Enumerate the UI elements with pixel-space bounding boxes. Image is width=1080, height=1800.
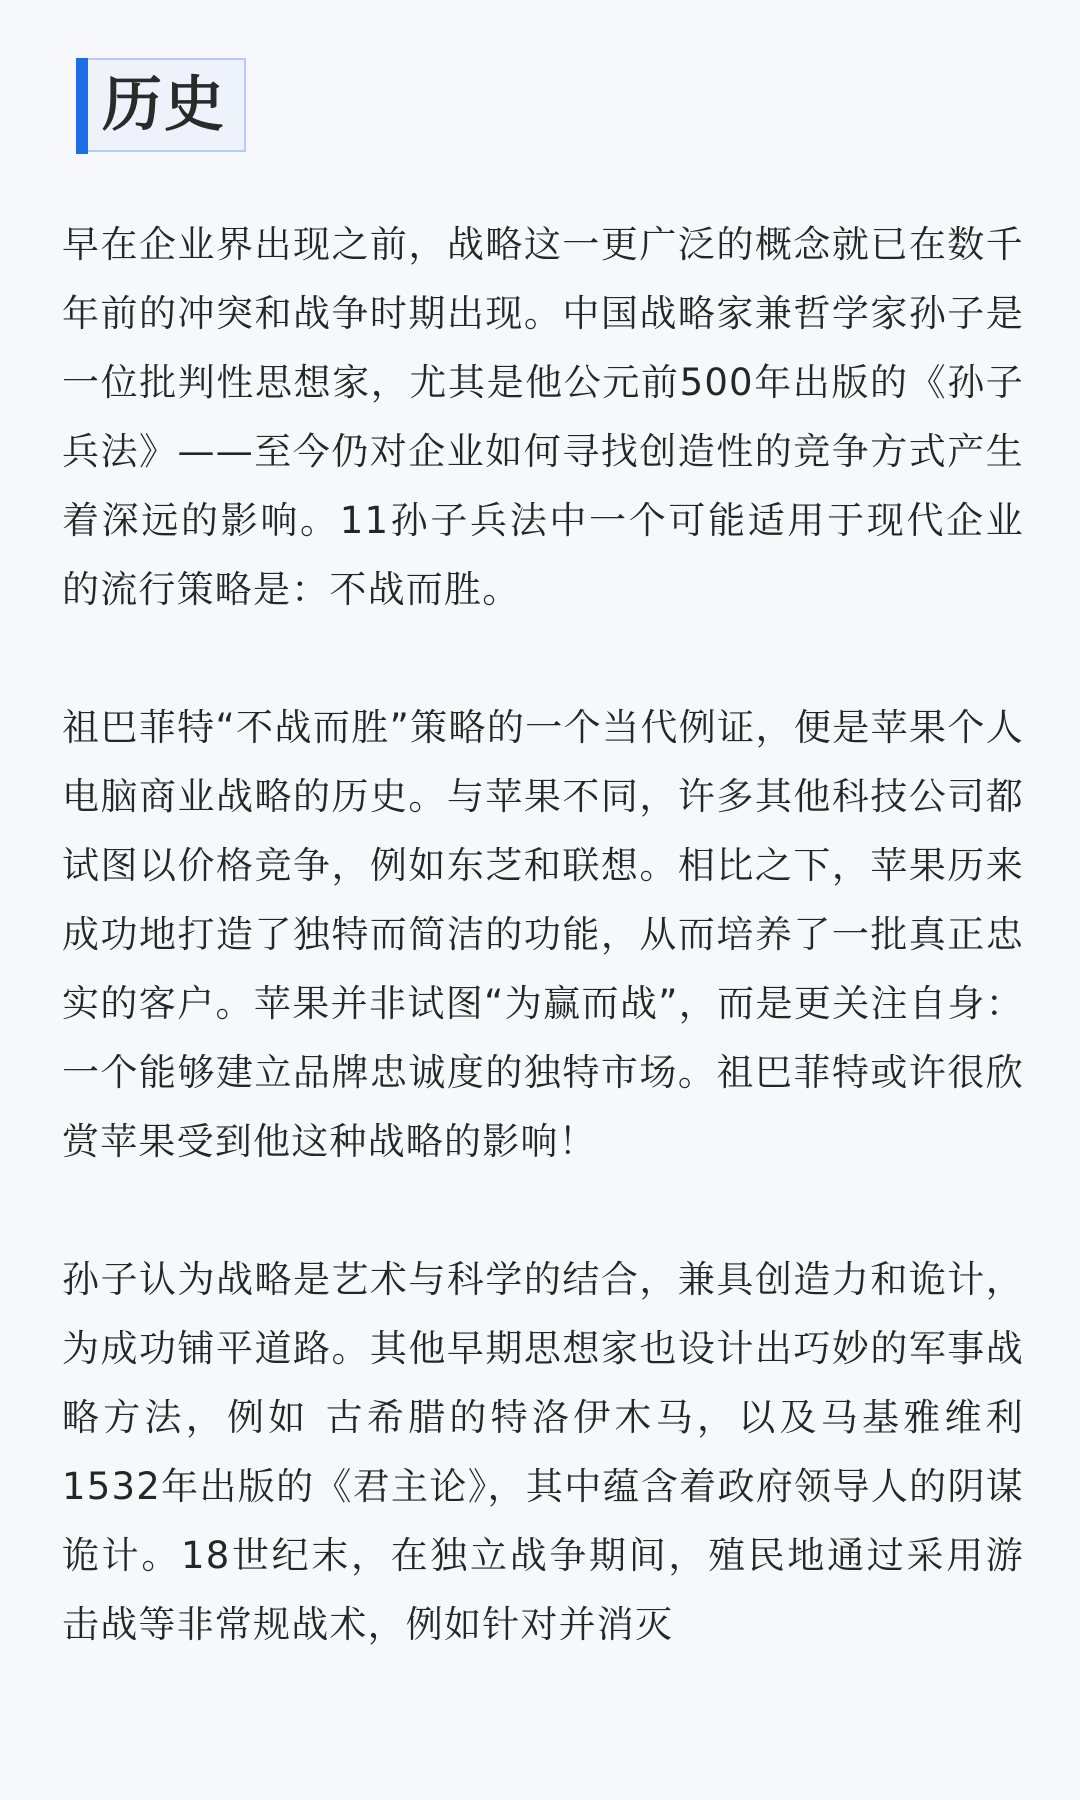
paragraph-2: 祖巴菲特“不战而胜”策略的一个当代例证，便是苹果个人电脑商业战略的历史。与苹果不同，许多其他科技公司都试图以价格竞争，例如东芝和联想。相比之下，苹果历来成功地打造了独特而简洁的功能，从而培养了一批真正忠实的客户。苹果并非试图“为赢而战”，而是更关注自身：一个能够建立品牌忠诚度的独特市场。祖巴菲特或许很欣赏苹果受到他这种战略的影响！ <box>62 706 1024 1163</box>
article-body <box>62 210 1024 1659</box>
paragraph-1: 早在企业界出现之前，战略这一更广泛的概念就已在数千年前的冲突和战争时期出现。中国战略家兼哲学家孙子是一位批判性思想家，尤其是他公元前500年出版的《孙子兵法》——至今仍对企业如何寻找创造性的竞争方式产生着深远的影响。11孙子兵法中一个可能适用于现代企业的流行策略是：不战而胜。 <box>62 223 1024 611</box>
section-heading <box>76 58 246 152</box>
section-title: 历史 <box>102 70 226 140</box>
paragraph-3: 孙子认为战略是艺术与科学的结合，兼具创造力和诡计，为成功铺平道路。其他早期思想家也设计出巧妙的军事战略方法，例如 古希腊的特洛伊木马，以及马基雅维利1532年出版的《君主论》，其中蕴含着政府领导人的阴谋诡计。18世纪末，在独立战争期间，殖民地通过采用游击战等非常规战术，例如针对并消灭 <box>62 1258 1024 1646</box>
heading-accent-bar <box>76 58 88 154</box>
